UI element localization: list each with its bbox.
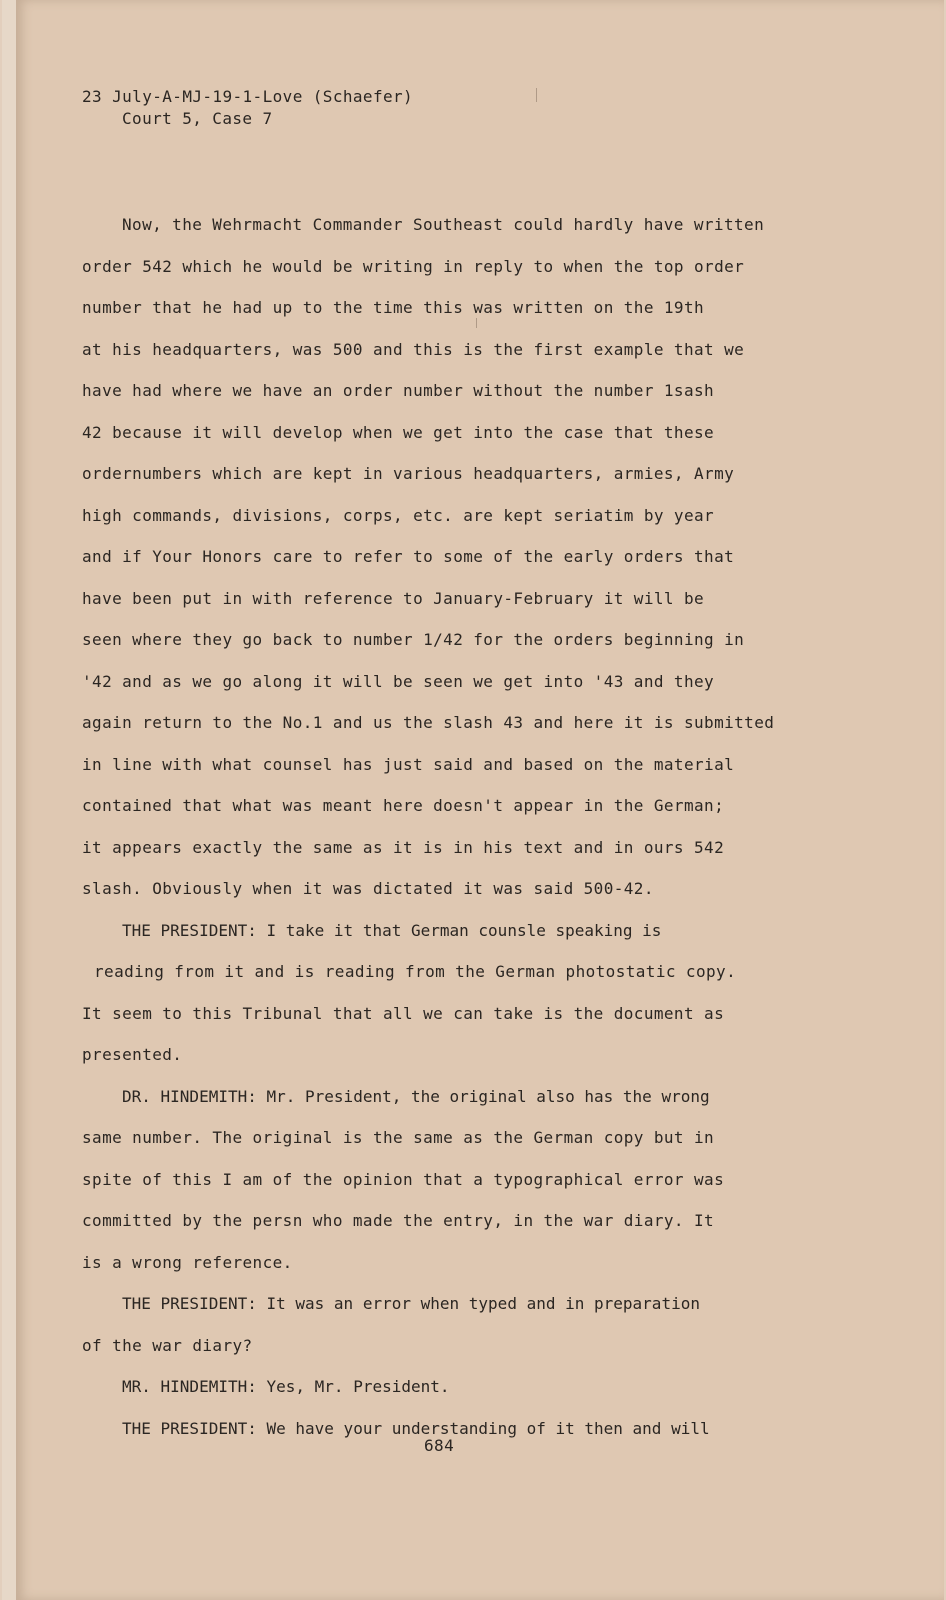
transcript-line: reading from it and is reading from the German photostatic copy. — [94, 962, 737, 981]
paper-mark — [536, 88, 537, 102]
transcript-line: have been put in with reference to January-February it will be — [82, 588, 705, 608]
transcript-line: and if Your Honors care to refer to some of the early orders that — [82, 547, 735, 566]
transcript-line: '42 and as we go along it will be seen we get into '43 and they — [82, 671, 715, 691]
transcript-line: high commands, divisions, corps, etc. are kept seriatim by year — [82, 505, 715, 525]
transcript-line: it appears exactly the same as it is in his text and in ours 542 — [82, 837, 725, 857]
speaker-line-president: THE PRESIDENT: I take it that German counsle speaking is — [122, 920, 662, 940]
transcript-line: seen where they go back to number 1/42 for the orders beginning in — [82, 630, 745, 649]
transcript-body — [82, 204, 842, 1449]
transcript-line: number that he had up to the time this was written on the 19th — [82, 298, 705, 317]
document-page — [14, 0, 944, 1600]
transcript-line: again return to the No.1 and us the slash 43 and here it is submitted — [82, 713, 775, 732]
transcript-line: Now, the Wehrmacht Commander Southeast could hardly have written — [122, 215, 765, 234]
transcript-line: committed by the persn who made the entry, in the war diary. It — [82, 1211, 715, 1230]
transcript-line: order 542 which he would be writing in reply to when the top order — [82, 256, 745, 276]
transcript-line: 42 because it will develop when we get into the case that these — [82, 422, 715, 442]
transcript-line: slash. Obviously when it was dictated it was said 500-42. — [82, 879, 654, 898]
document-header — [82, 86, 413, 130]
transcript-line: in line with what counsel has just said and based on the material — [82, 754, 735, 774]
header-case-reference: 23 July-A-MJ-19-1-Love (Schaefer) — [82, 87, 414, 106]
speaker-line-president: THE PRESIDENT: It was an error when typed and in preparation — [122, 1294, 700, 1313]
transcript-line: is a wrong reference. — [82, 1252, 293, 1272]
page-number: 684 — [424, 1436, 455, 1455]
paper-mark — [476, 318, 477, 328]
transcript-line: of the war diary? — [82, 1335, 253, 1355]
transcript-line: spite of this I am of the opinion that a typographical error was — [82, 1169, 725, 1189]
header-court-case: Court 5, Case 7 — [122, 109, 273, 128]
speaker-line-hindemith: MR. HINDEMITH: Yes, Mr. President. — [122, 1377, 450, 1396]
speaker-line-president: THE PRESIDENT: We have your understanding of it then and will — [122, 1418, 710, 1438]
transcript-line: It seem to this Tribunal that all we can take is the document as — [82, 1003, 725, 1023]
transcript-line: same number. The original is the same as the German copy but in — [82, 1128, 715, 1147]
speaker-line-hindemith: DR. HINDEMITH: Mr. President, the original also has the wrong — [122, 1086, 710, 1106]
transcript-line: ordernumbers which are kept in various headquarters, armies, Army — [82, 464, 735, 483]
transcript-line: contained that what was meant here doesn't appear in the German; — [82, 796, 725, 815]
transcript-line: presented. — [82, 1045, 183, 1064]
transcript-line: at his headquarters, was 500 and this is the first example that we — [82, 339, 745, 359]
transcript-line: have had where we have an order number without the number 1sash — [82, 381, 715, 400]
